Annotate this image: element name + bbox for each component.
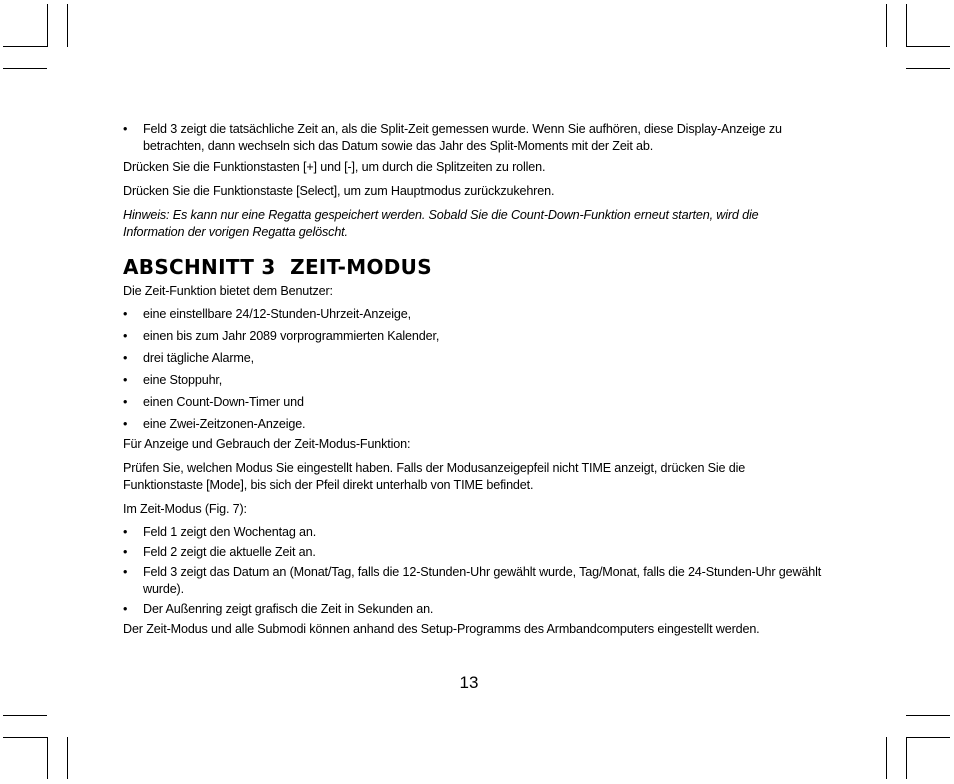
paragraph-check-mode: Prüfen Sie, welchen Modus Sie eingestellt haben. Falls der Modusanzeigepfeil nicht TIME anzeigt, drücken Sie die Funktionstaste [Mode], bis sich der Pfeil direkt unterhalb von TIME befindet.	[123, 461, 746, 492]
paragraph-plus-minus-keys: Drücken Sie die Funktionstasten [+] und [-], um durch die Splitzeiten zu rollen.	[123, 160, 546, 174]
list-item: • drei tägliche Alarme,	[123, 350, 823, 367]
crop-mark-top-right-v2	[886, 4, 887, 47]
list-item: • Feld 2 zeigt die aktuelle Zeit an.	[123, 544, 823, 561]
list-item: • eine Stoppuhr,	[123, 372, 823, 389]
crop-mark-bottom-left-v	[47, 737, 48, 779]
list-item: • einen bis zum Jahr 2089 vorprogrammierten Kalender,	[123, 328, 823, 345]
list-item: • Der Außenring zeigt grafisch die Zeit in Sekunden an.	[123, 601, 823, 618]
list-item: • Feld 1 zeigt den Wochentag an.	[123, 524, 823, 541]
section-heading: ABSCHNITT 3 ZEIT-MODUS	[123, 255, 432, 279]
list-item: • Feld 3 zeigt das Datum an (Monat/Tag, falls die 12-Stunden-Uhr gewählt wurde, Tag/Monat, falls die 24-Stunden-Uhr gewählt wurde).	[123, 564, 823, 598]
crop-mark-top-left-v	[47, 4, 48, 47]
list-item: • eine einstellbare 24/12-Stunden-Uhrzeit-Anzeige,	[123, 306, 823, 323]
crop-mark-top-left-h2	[3, 68, 47, 69]
crop-mark-bottom-left-h2	[3, 715, 47, 716]
note-regatta: Hinweis: Es kann nur eine Regatta gespeichert werden. Sobald Sie die Count-Down-Funktion erneut starten, wird die Information der vorigen Regatta gelöscht.	[123, 208, 759, 239]
crop-mark-top-right-h	[906, 46, 950, 47]
list-item: • eine Zwei-Zeitzonen-Anzeige.	[123, 416, 823, 433]
list-item: • einen Count-Down-Timer und	[123, 394, 823, 411]
crop-mark-bottom-right-h	[906, 737, 950, 738]
crop-mark-bottom-right-h2	[906, 715, 950, 716]
crop-mark-bottom-right-v	[906, 737, 907, 779]
crop-mark-top-right-v	[906, 4, 907, 47]
crop-mark-bottom-left-h	[3, 737, 47, 738]
paragraph-intro: Die Zeit-Funktion bietet dem Benutzer:	[123, 284, 333, 298]
paragraph-select-key: Drücken Sie die Funktionstaste [Select], um zum Hauptmodus zurückzukehren.	[123, 184, 555, 198]
paragraph-usage: Für Anzeige und Gebrauch der Zeit-Modus-Funktion:	[123, 437, 411, 451]
crop-mark-bottom-left-v2	[67, 737, 68, 779]
paragraph-setup: Der Zeit-Modus und alle Submodi können anhand des Setup-Programms des Armbandcomputers eingestellt werden.	[123, 622, 760, 636]
bullet-split-time-field3: • Feld 3 zeigt die tatsächliche Zeit an, als die Split-Zeit gemessen wurde. Wenn Sie aufhören, diese Display-Anzeige zu betrachten, dann wechseln sich das Datum sowie das Jahr des Split-Moments mit der Zeit ab.	[123, 121, 823, 155]
crop-mark-top-left-v2	[67, 4, 68, 47]
paragraph-time-mode: Im Zeit-Modus (Fig. 7):	[123, 502, 247, 516]
page-content	[123, 121, 823, 638]
crop-mark-top-left-h	[3, 46, 47, 47]
crop-mark-bottom-right-v2	[886, 737, 887, 779]
page-number: 13	[459, 673, 479, 692]
crop-mark-top-right-h2	[906, 68, 950, 69]
